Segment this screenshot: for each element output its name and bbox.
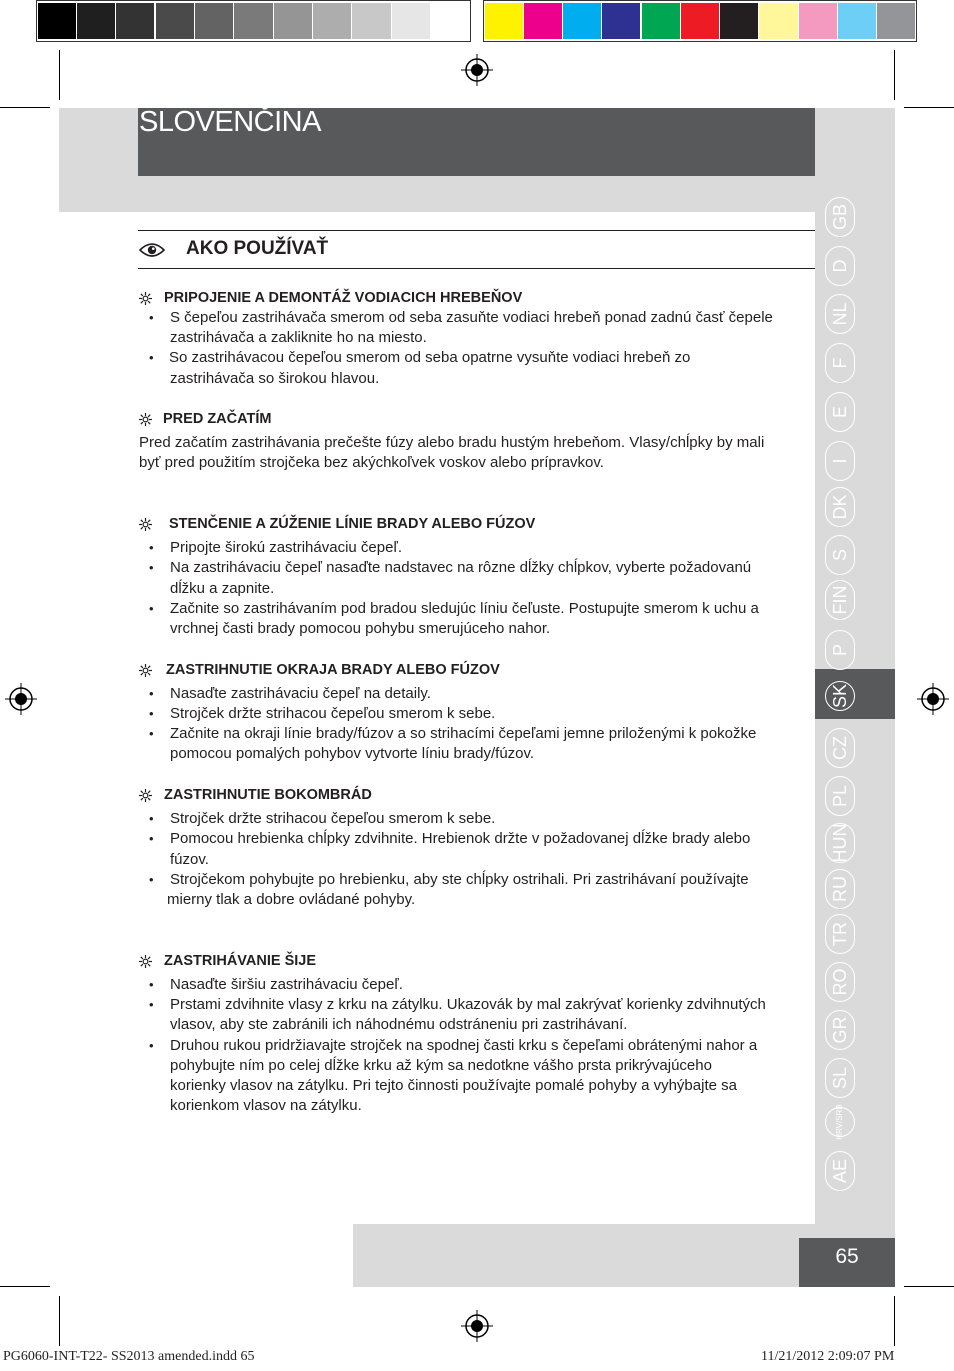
list-item: Pomocou hrebienka chĺpky zdvihnite. Hrebienok držte v požadovanej dĺžke brady alebo (170, 830, 751, 847)
language-tab-tr[interactable] (825, 914, 855, 954)
language-tab-e[interactable] (825, 392, 855, 432)
list-item: Strojček držte strihacou čepeľou smerom k sebe. (170, 810, 496, 827)
language-tab-gr[interactable] (825, 1010, 855, 1050)
sun-icon (139, 789, 152, 802)
language-tab-f[interactable] (825, 343, 855, 383)
language-tab-hun[interactable] (825, 823, 855, 863)
list-item: Nasaďte širšiu zastrihávaciu čepeľ. (170, 976, 403, 993)
crop-mark (904, 1286, 954, 1287)
language-tab-label: P (830, 643, 850, 657)
list-item: Pripojte širokú zastrihávaciu čepeľ. (170, 539, 402, 556)
language-tab-label: GR (830, 1016, 850, 1044)
language-tab-label: AE (830, 1158, 850, 1184)
gray-swatch (274, 3, 312, 39)
list-item: Druhou rukou pridržiavajte strojček na spodnej časti krku s čepeľami obrátenými nahor a (170, 1037, 758, 1054)
language-tab-label: RO (830, 968, 850, 996)
divider (138, 268, 815, 269)
color-swatch (759, 3, 797, 39)
color-swatch (524, 3, 562, 39)
list-item: Začnite so zastrihávaním pod bradou sledujúc líniu čeľuste. Postupujte smerom k uchu a (170, 600, 759, 617)
bullet: • (149, 540, 154, 555)
list-item: mierny tlak a dobre ovládané pohyby. (167, 891, 416, 908)
paragraph: Pred začatím zastrihávania prečešte fúzy alebo bradu hustým hrebeňom. Vlasy/chĺpky by mali (139, 434, 765, 451)
color-swatch (838, 3, 876, 39)
gray-swatch (156, 3, 194, 39)
language-tab-s[interactable] (825, 535, 855, 575)
crop-mark (0, 107, 50, 108)
list-item: So zastrihávacou čepeľou smerom od seba opatrne vysuňte vodiaci hrebeň zo (169, 349, 691, 366)
crop-mark (894, 50, 895, 100)
language-tab-hrv-srb[interactable] (825, 1104, 855, 1140)
list-item: dĺžku a zapnite. (170, 580, 275, 597)
language-tab-label: SK (830, 683, 850, 709)
language-tab-label: RU (830, 876, 850, 902)
list-item: Prstami zdvihnite vlasy z krku na zátylku. Ukazovák by mal zakrývať korienky zdvihnutých (170, 996, 766, 1013)
language-tab-pl[interactable] (825, 776, 855, 816)
subheading: STENČENIE A ZÚŽENIE LÍNIE BRADY ALEBO FÚZOV (169, 516, 536, 532)
language-tab-d[interactable] (825, 246, 855, 286)
section-title: AKO POUŽÍVAŤ (186, 238, 329, 259)
gray-swatch (392, 3, 430, 39)
language-tab-label: HUN (830, 823, 850, 863)
bullet: • (149, 686, 154, 701)
language-tab-label: E (830, 405, 850, 419)
color-swatch (877, 3, 915, 39)
bullet: • (149, 726, 154, 741)
language-tab-i[interactable] (825, 441, 855, 481)
print-slug-date: 11/21/2012 2:09:07 PM (761, 1349, 895, 1364)
bullet: • (149, 872, 154, 887)
crop-mark (59, 50, 60, 100)
page-title: SLOVENČINA (139, 106, 321, 138)
sun-icon (139, 413, 152, 426)
eye-icon (139, 241, 165, 259)
subheading: ZASTRIHÁVANIE ŠIJE (164, 953, 317, 969)
bullet: • (149, 560, 154, 575)
language-tab-gb[interactable] (825, 197, 855, 237)
language-tab-label: FIN (830, 585, 850, 615)
registration-mark-icon (461, 54, 493, 86)
list-item: pohybujte ním po celej dĺžke krku až kým sa nedotkne vášho prsta prikrývajúceho (170, 1057, 712, 1074)
list-item: zastrihávača so širokou hlavou. (170, 370, 380, 387)
page-number: 65 (835, 1245, 859, 1268)
list-item: Nasaďte zastrihávaciu čepeľ na detaily. (170, 685, 431, 702)
language-tab-label: SL (830, 1066, 850, 1090)
list-item: korienky vlasov na zátylku. Pri tejto činnosti používajte pomalé pohyby a vyhýbajte sa (170, 1077, 737, 1094)
sun-icon (139, 955, 152, 968)
gray-swatch (234, 3, 272, 39)
language-tab-label: HRV/SRB (835, 1104, 844, 1140)
sun-icon (139, 518, 152, 531)
divider (138, 230, 815, 231)
list-item: Začnite na okraji línie brady/fúzov a so strihacími čepeľami jemne priloženými k pokožke (170, 725, 757, 742)
language-tab-p[interactable] (825, 630, 855, 670)
language-tab-label: TR (830, 922, 850, 946)
crop-mark (59, 1296, 60, 1346)
crop-mark (894, 1296, 895, 1346)
paragraph: byť pred použitím strojčeka bez akýchkoľvek voskov alebo prípravkov. (139, 454, 604, 471)
language-tab-label: PL (830, 784, 850, 808)
list-item: vlasov, aby ste zabránili ich náhodnému odstráneniu pri zastrihávaní. (170, 1016, 628, 1033)
language-tab-cz[interactable] (825, 728, 855, 768)
color-swatch (485, 3, 523, 39)
language-tab-label: NL (830, 302, 850, 326)
list-item: pomocou pomalých pohybov vytvorte líniu brady/fúzov. (170, 745, 535, 762)
color-swatch (563, 3, 601, 39)
language-tab-ae[interactable] (825, 1151, 855, 1191)
print-slug-file: PG6060-INT-T22- SS2013 amended.indd 65 (3, 1349, 255, 1364)
subheading: ZASTRIHNUTIE OKRAJA BRADY ALEBO FÚZOV (166, 662, 500, 678)
gray-calibration-bar (36, 0, 471, 42)
bullet: • (149, 977, 154, 992)
registration-mark-icon (461, 1310, 493, 1342)
gray-swatch (77, 3, 115, 39)
bullet: • (149, 1038, 154, 1053)
list-item: vrchnej časti brady pomocou pohybu smerujúceho nahor. (170, 620, 551, 637)
crop-mark (904, 107, 954, 108)
registration-mark-icon (5, 683, 37, 715)
language-tab-label: D (830, 259, 850, 273)
gray-swatch (313, 3, 351, 39)
list-item: korienkom vlasov na zátylku. (170, 1097, 362, 1114)
language-tab-nl[interactable] (825, 294, 855, 334)
list-item: fúzov. (170, 851, 209, 868)
language-tab-ru[interactable] (825, 869, 855, 909)
subheading: PRIPOJENIE A DEMONTÁŽ VODIACICH HREBEŇOV (164, 290, 523, 306)
gray-swatch (38, 3, 76, 39)
bullet: • (149, 831, 154, 846)
bullet: • (149, 811, 154, 826)
language-tab-fin[interactable] (825, 580, 855, 620)
list-item: Strojček držte strihacou čepeľou smerom k sebe. (170, 705, 496, 722)
gray-swatch (116, 3, 154, 39)
subheading: ZASTRIHNUTIE BOKOMBRÁD (164, 787, 372, 803)
language-tab-ro[interactable] (825, 962, 855, 1002)
gray-swatch (431, 3, 469, 39)
language-tab-label: DK (830, 494, 850, 520)
color-swatch (799, 3, 837, 39)
gray-swatch (195, 3, 233, 39)
gray-swatch (352, 3, 390, 39)
sun-icon (139, 664, 152, 677)
bullet: • (149, 310, 154, 325)
list-item: S čepeľou zastrihávača smerom od seba zasuňte vodiaci hrebeň ponad zadnú časť čepele (170, 309, 773, 326)
list-item: Strojčekom pohybujte po hrebienku, aby ste chĺpky ostrihali. Pri zastrihávaní používajte (170, 871, 749, 888)
registration-mark-icon (917, 683, 949, 715)
language-tab-label: S (830, 548, 850, 562)
color-swatch (602, 3, 640, 39)
list-item: Na zastrihávaciu čepeľ nasaďte nadstavec na rôzne dĺžky chĺpkov, vyberte požadovanú (170, 559, 752, 576)
bullet: • (149, 601, 154, 616)
crop-mark (0, 1286, 50, 1287)
language-tab-sk[interactable] (825, 681, 855, 711)
language-tab-label: CZ (830, 736, 850, 760)
subheading: PRED ZAČATÍM (163, 411, 272, 427)
language-tab-sl[interactable] (825, 1058, 855, 1098)
bullet: • (149, 706, 154, 721)
color-swatch (681, 3, 719, 39)
bullet: • (149, 350, 154, 365)
sun-icon (139, 292, 152, 305)
color-swatch (720, 3, 758, 39)
color-calibration-bar (483, 0, 917, 42)
language-tab-label: GB (830, 203, 850, 231)
bullet: • (149, 997, 154, 1012)
color-swatch (642, 3, 680, 39)
language-tab-label: F (830, 357, 850, 369)
language-tab-label: I (830, 458, 850, 464)
list-item: zastrihávača a zakliknite ho na miesto. (170, 329, 427, 346)
language-tab-dk[interactable] (825, 487, 855, 527)
